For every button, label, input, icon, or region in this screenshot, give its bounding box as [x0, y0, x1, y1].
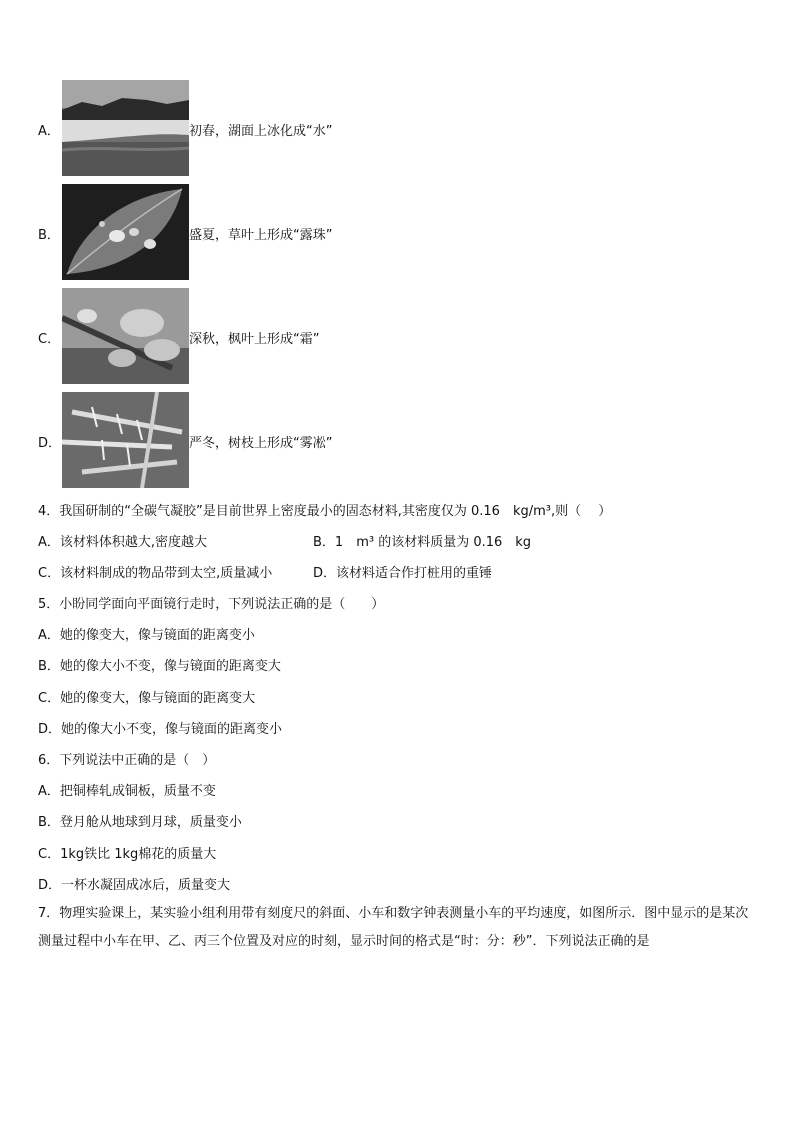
q5-option-d: D．她的像大小不变，像与镜面的距离变小 — [38, 722, 283, 737]
q4-option-d: D．该材料适合作打桩用的重锤 — [313, 566, 493, 581]
q4-stem: 4．我国研制的“全碳气凝胶”是目前世界上密度最小的固态材料,其密度仅为 0.16 kg/m³,则（ ） — [38, 504, 612, 519]
option-letter: B． — [38, 228, 60, 243]
option-caption: 严冬，树枝上形成“雾凇” — [189, 436, 333, 451]
option-letter: D． — [38, 436, 62, 451]
q6-option-c: C．1kg铁比 1kg棉花的质量大 — [38, 847, 217, 862]
option-caption: 盛夏，草叶上形成“露珠” — [189, 228, 333, 243]
q4-option-b: B．1 m³ 的该材料质量为 0.16 kg — [313, 535, 532, 550]
option-caption: 深秋，枫叶上形成“霜” — [189, 332, 320, 347]
q6-option-d: D．一杯水凝固成冰后，质量变大 — [38, 878, 231, 893]
q5-option-b: B．她的像大小不变，像与镜面的距离变大 — [38, 659, 281, 674]
lake-photo-icon — [62, 80, 189, 176]
q4-option-c: C．该材料制成的物品带到太空,质量减小 — [38, 566, 273, 581]
dewdrop-photo-icon — [62, 184, 189, 280]
frost-photo-icon — [62, 288, 189, 384]
q6-stem: 6．下列说法中正确的是（ ） — [38, 753, 216, 768]
option-letter: A． — [38, 124, 60, 139]
q7-stem: 7．物理实验课上，某实验小组利用带有刻度尺的斜面、小车和数字钟表测量小车的平均速度，如图所示．图中显示的是某次测量过程中小车在甲、乙、丙三个位置及对应的时刻，显示时间的格式是“时：分：秒”．下列说法正确的是 — [38, 906, 749, 949]
option-caption: 初春，湖面上冰化成“水” — [189, 124, 333, 139]
q6-option-b: B．登月舱从地球到月球，质量变小 — [38, 815, 242, 830]
q5-stem: 5．小盼同学面向平面镜行走时，下列说法正确的是（ ） — [38, 597, 385, 612]
q6-option-a: A．把铜棒轧成铜板，质量不变 — [38, 784, 216, 799]
q4-option-a: A．该材料体积越大,密度越大 — [38, 535, 208, 550]
option-letter: C． — [38, 332, 61, 347]
q5-option-c: C．她的像变大，像与镜面的距离变大 — [38, 691, 256, 706]
rime-photo-icon — [62, 392, 189, 488]
q5-option-a: A．她的像变大，像与镜面的距离变小 — [38, 628, 255, 643]
